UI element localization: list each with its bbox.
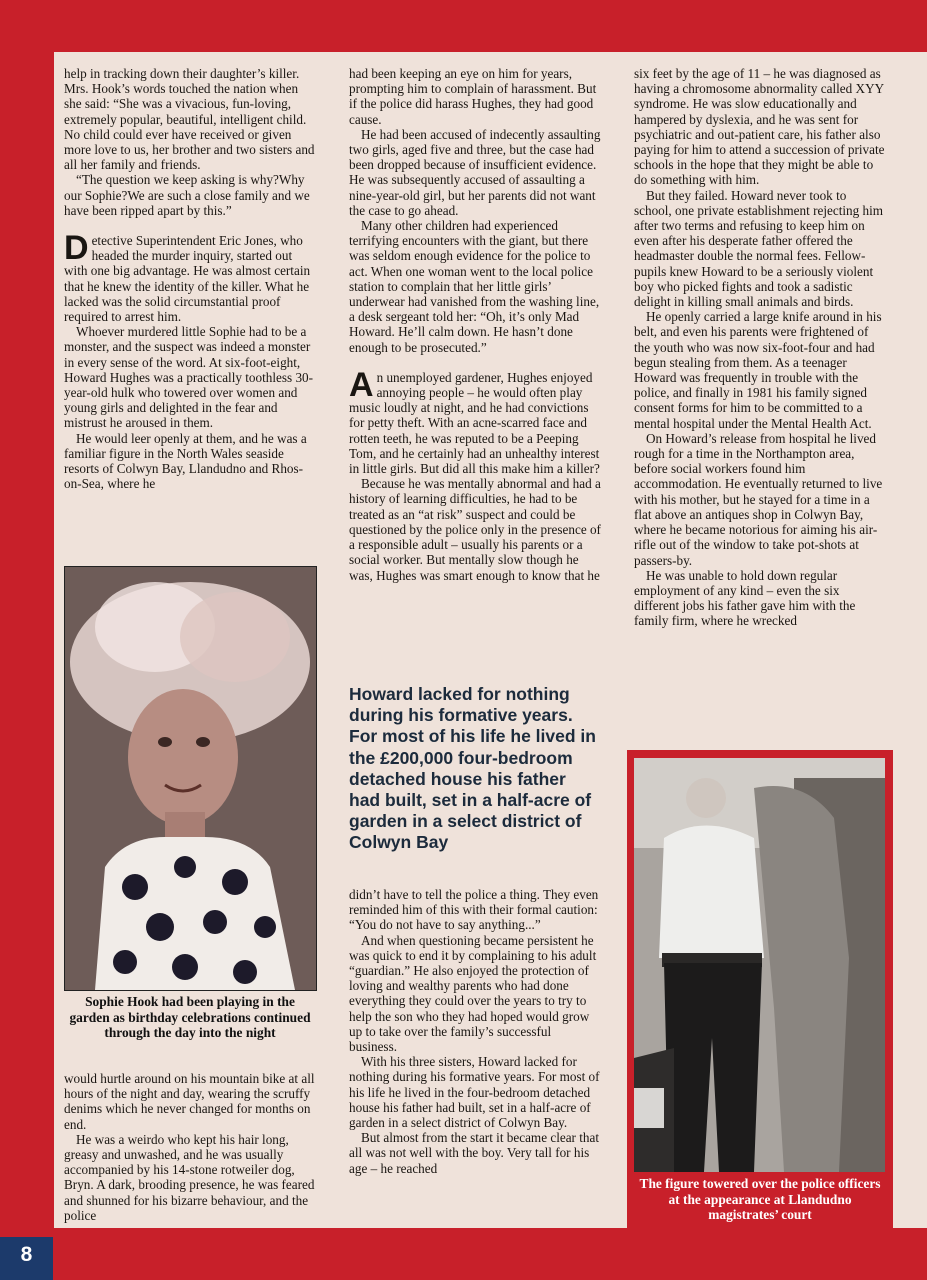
drop-cap: D bbox=[64, 229, 89, 268]
photo-caption-sophie: Sophie Hook had been playing in the garden as birthday celebrations continued through the day into the night bbox=[69, 994, 311, 1041]
article-column-2-continued bbox=[349, 887, 601, 1176]
photo-caption-court: The figure towered over the police officers at the appearance at Llandudno magistrates’ court bbox=[639, 1176, 881, 1223]
article-column-1 bbox=[64, 66, 316, 491]
paragraph: He openly carried a large knife around in his belt, and even his parents were frightened of the youth who was now six-foot-four and had begun stealing from them. As a teenager Howard was frequently in trouble with the police, and finally in 1981 his family signed consent forms for him to be committed to a mental hospital under the Mental Health Act. bbox=[634, 309, 882, 431]
paragraph: help in tracking down their daughter’s killer. Mrs. Hook’s words touched the nation when she said: “She was a vivacious, fun-loving, extremely popular, beautiful, intelligent child. No child could ever have received or given more love to us, her brother and two sisters and all her family and friends. bbox=[64, 66, 315, 173]
paragraph: six feet by the age of 11 – he was diagnosed as having a chromosome abnormality called XYY syndrome. He was slow educationally and hampered by dyslexia, and he was sent for psychiatric and out-patient care, his father also paying for him to attend a succession of private schools in the hope that they might be able to do something with him. bbox=[634, 66, 885, 188]
paragraph-dropcap bbox=[64, 229, 316, 325]
pull-quote: Howard lacked for nothing during his formative years. For most of his life he lived in the £200,000 four-bedroom detached house his father had built, set in a half-acre of garden in a select district of Colwyn Bay bbox=[349, 684, 596, 853]
paragraph: He was unable to hold down regular employment of any kind – even the six different jobs his father gave him with the family firm, where he wrecked bbox=[634, 567, 856, 629]
drop-cap: A bbox=[349, 365, 374, 404]
paragraph: And when questioning became persistent he was quick to end it by complaining to his adult “guardian.” He also enjoyed the protection of loving and wealthy parents who had done everything they could over the years to try to help the son who they had hoped would grow up to take over the family’s successful business. bbox=[349, 932, 597, 1055]
paragraph-dropcap bbox=[349, 365, 601, 477]
paragraph: He had been accused of indecently assaulting two girls, aged five and three, but the case had been dropped because of insufficient evidence. He was subsequently accused of assaulting a nine-year-old girl, but her parents did not want the case to go ahead. bbox=[349, 126, 601, 218]
article-column-1-continued bbox=[64, 1071, 316, 1223]
paragraph: He was a weirdo who kept his hair long, greasy and unwashed, and he was usually accompanied by his 14-stone rotweiler dog, Bryn. A dark, brooding presence, he was feared and shunned for his bizarre behaviour, and the police bbox=[64, 1131, 315, 1223]
paragraph: Many other children had experienced terrifying encounters with the giant, but there was seldom enough evidence for the police to act. When one woman went to the local police station to complain that her little girls’ underwear had vanished from the washing line, a desk sergeant told her: “Oh, it’s only Mad Howard. He’ll calm down. He hasn’t done enough to be prosecuted.” bbox=[349, 218, 600, 355]
court-photo-frame bbox=[627, 750, 893, 1228]
paragraph: Whoever murdered little Sophie had to be a monster, and the suspect was indeed a monster in every sense of the word. At six-foot-eight, Howard Hughes was a practically toothless 30-year-old hulk who towered over women and young girls and delighted in the fear and mistrust he aroused in them. bbox=[64, 324, 314, 431]
paragraph: “The question we keep asking is why?Why our Sophie?We are such a close family and we have been ripped apart by this.” bbox=[64, 172, 310, 218]
paragraph: But almost from the start it became clear that all was not well with the boy. Very tall for his age – he reached bbox=[349, 1130, 600, 1176]
paragraph: Because he was mentally abnormal and had a history of learning difficulties, he had to be treated as an “at risk” suspect and could be questioned by the police only in the presence of a responsible adult – usually his parents or a social worker. But mentally slow though he was, Hughes was smart enough to know that he bbox=[349, 476, 601, 583]
court-photo bbox=[634, 758, 885, 1172]
page-number: 8 bbox=[0, 1237, 53, 1280]
sophie-hook-photo bbox=[64, 566, 317, 991]
paragraph: had been keeping an eye on him for years, prompting him to complain of harassment. But if the police did harass Hughes, they had good cause. bbox=[349, 66, 597, 127]
paragraph: But they failed. Howard never took to school, one private establishment rejecting him after two terms and refusing to keep him on even after his desperate father offered the headmaster double the normal fees. Fellow-pupils knew Howard to be a seriously violent boy who picked fights and took a sadistic delight in killing small animals and birds. bbox=[634, 187, 884, 310]
paragraph-text: etective Superintendent Eric Jones, who headed the murder inquiry, started out with one big advantage. He was almost certain that he knew the identity of the killer. What he lacked was the solid circumstantial proof required to arrest him. bbox=[64, 233, 311, 325]
paragraph: On Howard’s release from hospital he lived rough for a time in the Northampton area, before social workers found him accommodation. He eventually returned to live with his mother, but he stayed for a time in a flat above an antiques shop in Colwyn Bay, where he became notorious for aiming his air-rifle out of the window to take pot-shots at passers-by. bbox=[634, 430, 883, 568]
paragraph: With his three sisters, Howard lacked for nothing during his formative years. For most of his life he lived in the four-bedroom detached house his father had built, set in a half-acre of garden in a select district of Colwyn Bay. bbox=[349, 1054, 600, 1131]
paragraph-text: n unemployed gardener, Hughes enjoyed annoying people – he would often play music loudly at night, and he had convictions for petty theft. With an acne-scarred face and rotten teeth, he was reputed to be a Peeping Tom, and he certainly had an unhealthy interest in little girls. But did all this make him a killer? bbox=[349, 369, 600, 477]
article-column-3 bbox=[634, 66, 886, 629]
paragraph: didn’t have to tell the police a thing. They even reminded him of this with their formal caution: “You do not have to say anything...” bbox=[349, 887, 599, 933]
paragraph: He would leer openly at them, and he was a familiar figure in the North Wales seaside resorts of Colwyn Bay, Llandudno and Rhos-on-Sea, where he bbox=[64, 430, 307, 492]
article-column-2 bbox=[349, 66, 601, 583]
paragraph: would hurtle around on his mountain bike at all hours of the night and day, wearing the scruffy denims which he never changed for months on end. bbox=[64, 1071, 315, 1132]
